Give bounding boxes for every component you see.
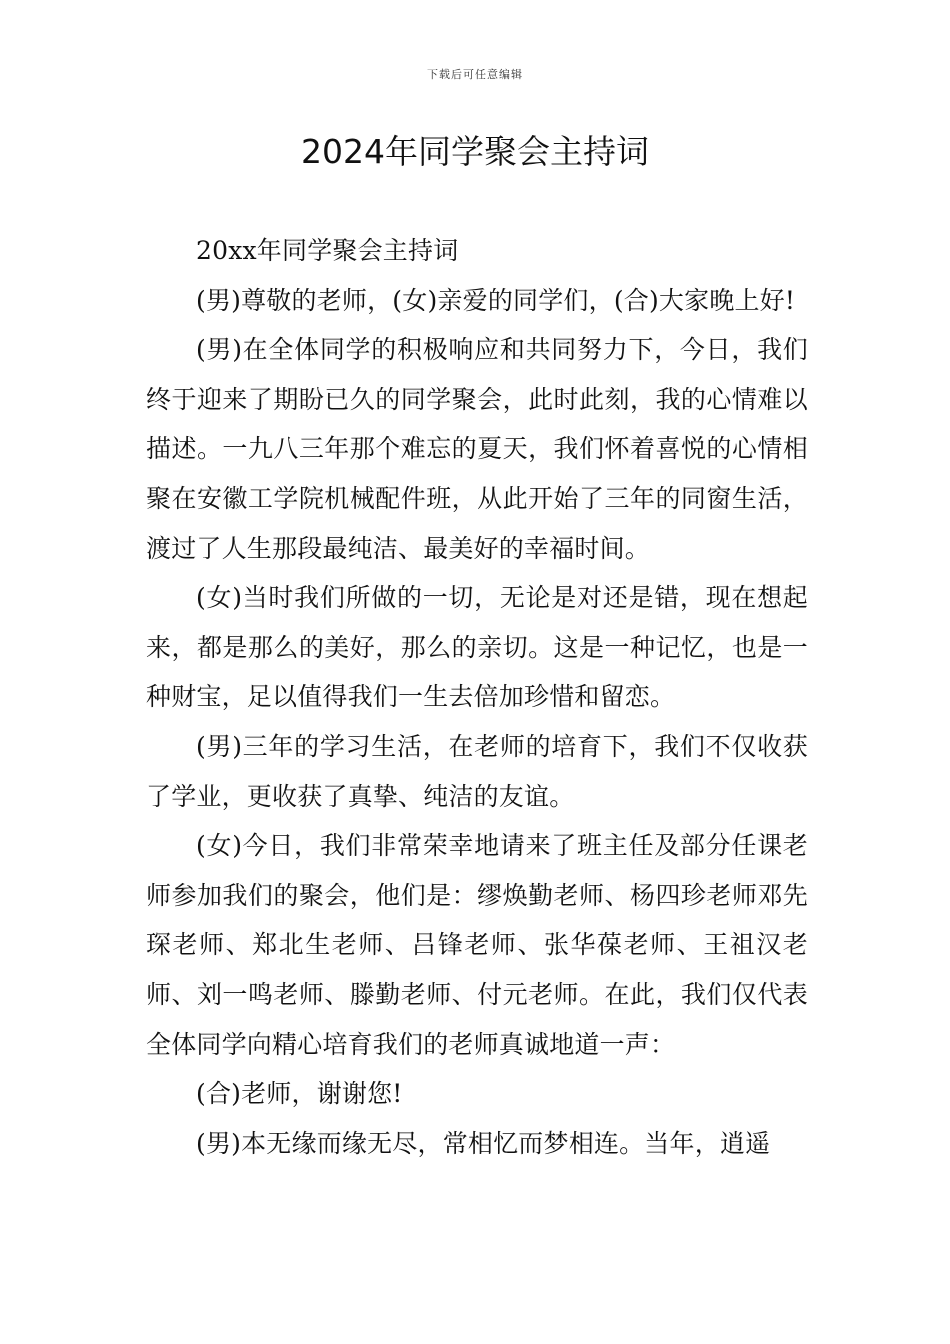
paragraph-closing: (男)本无缘而缘无尽，常相忆而梦相连。当年，逍遥 <box>196 1128 771 1158</box>
paragraph-teachers: (女)今日，我们非常荣幸地请来了班主任及部分任课老师参加我们的聚会，他们是：缪焕勤老师、杨四珍老师邓先琛老师、郑北生老师、吕锋老师、张华葆老师、王祖汉老师、刘一鸣老师、滕勤老师、付元老师。在此，我们仅代表全体同学向精心培育我们的老师真诚地道一声： <box>146 831 808 1059</box>
paragraph-friendship: (男)三年的学习生活，在老师的培育下，我们不仅收获了学业，更收获了真挚、纯洁的友谊。 <box>146 731 808 811</box>
document-title: 2024年同学聚会主持词 <box>301 132 649 171</box>
paragraph-opening: (男)在全体同学的积极响应和共同努力下，今日，我们终于迎来了期盼已久的同学聚会，此时此刻，我的心情难以描述。一九八三年那个难忘的夏天，我们怀着喜悦的心情相聚在安徽工学院机械配件班，从此开始了三年的同窗生活，渡过了人生那段最纯洁、最美好的幸福时间。 <box>146 335 808 563</box>
document-body <box>146 226 808 1168</box>
paragraph-greeting: (男)尊敬的老师，(女)亲爱的同学们，(合)大家晚上好! <box>196 285 796 315</box>
header-note: 下载后可任意编辑 <box>427 68 523 81</box>
paragraph-thanks: (合)老师，谢谢您! <box>196 1079 403 1109</box>
paragraph-memories: (女)当时我们所做的一切，无论是对还是错，现在想起来，都是那么的美好，那么的亲切。这是一种记忆，也是一种财宝，足以值得我们一生去倍加珍惜和留恋。 <box>146 583 808 712</box>
paragraph-subtitle: 20xx年同学聚会主持词 <box>196 236 459 265</box>
